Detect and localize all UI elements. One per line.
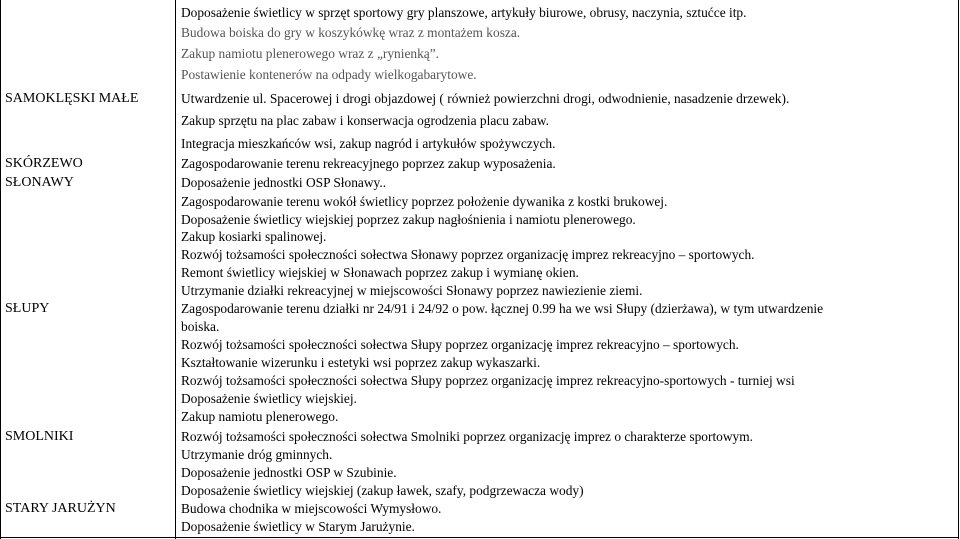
list-item: Rozwój tożsamości społeczności sołectwa Słupy poprzez organizację imprez rekreacyjno – sportowych. <box>181 337 739 352</box>
list-item: Doposażenie świetlicy wiejskiej (zakup ławek, szafy, podgrzewacza wody) <box>181 483 584 498</box>
village-name: SKÓRZEWO <box>5 156 83 171</box>
list-item: Doposażenie świetlicy wiejskiej. <box>181 391 357 406</box>
list-item: Zagospodarowanie terenu rekreacyjnego poprzez zakup wyposażenia. <box>181 156 556 171</box>
list-item: Doposażenie jednostki OSP Słonawy.. <box>181 175 387 190</box>
list-item: Integracja mieszkańców wsi, zakup nagród i artykułów spożywczych. <box>181 136 556 151</box>
list-item: Zakup sprzętu na plac zabaw i konserwacja ogrodzenia placu zabaw. <box>181 113 549 128</box>
list-item: boiska. <box>181 319 220 334</box>
list-item: Kształtowanie wizerunku i estetyki wsi poprzez zakup wykaszarki. <box>181 355 541 370</box>
list-item: Rozwój tożsamości społeczności sołectwa Smolniki poprzez organizację imprez o charakterze sportowym. <box>181 429 754 444</box>
list-item: Zakup namiotu plenerowego wraz z „rynienką”. <box>181 46 440 61</box>
list-item: Postawienie kontenerów na odpady wielkogabarytowe. <box>181 67 477 82</box>
table-border-bottom <box>0 537 959 538</box>
list-item: Rozwój tożsamości społeczności sołectwa Słupy poprzez organizację imprez rekreacyjno-sportowych - turniej wsi <box>181 373 795 388</box>
list-item: Zagospodarowanie terenu działki nr 24/91 i 24/92 o pow. łącznej 0.99 ha we wsi Słupy (dzierżawa), w tym utwardzenie <box>181 301 824 316</box>
list-item: Remont świetlicy wiejskiej w Słonawach poprzez zakup i wymianę okien. <box>181 265 579 280</box>
village-name: SŁUPY <box>5 301 50 316</box>
village-name: SMOLNIKI <box>5 429 74 444</box>
list-item: Doposażenie świetlicy w Starym Jarużynie. <box>181 519 415 534</box>
table-border-right <box>958 0 959 539</box>
list-item: Doposażenie świetlicy wiejskiej poprzez zakup nagłośnienia i namiotu plenerowego. <box>181 212 636 227</box>
list-item: Doposażenie świetlicy w sprzęt sportowy gry planszowe, artykuły biurowe, obrusy, naczynia, sztućce itp. <box>181 5 747 20</box>
list-item: Doposażenie jednostki OSP w Szubinie. <box>181 465 397 480</box>
village-name: STARY JARUŻYN <box>5 501 116 516</box>
village-name: SAMOKLĘSKI MAŁE <box>5 91 139 106</box>
list-item: Budowa boiska do gry w koszykówkę wraz z montażem kosza. <box>181 25 521 40</box>
list-item: Zakup namiotu plenerowego. <box>181 409 339 424</box>
table-border-left <box>0 0 1 539</box>
column-divider <box>175 0 176 539</box>
list-item: Zagospodarowanie terenu wokół świetlicy poprzez położenie dywanika z kostki brukowej. <box>181 194 668 209</box>
list-item: Zakup kosiarki spalinowej. <box>181 229 327 244</box>
list-item: Utrzymanie dróg gminnych. <box>181 447 333 462</box>
list-item: Budowa chodnika w miejscowości Wymysłowo. <box>181 501 442 516</box>
list-item: Utwardzenie ul. Spacerowej i drogi objazdowej ( również powierzchni drogi, odwodnienie, nasadzenie drzewek). <box>181 91 790 106</box>
list-item: Rozwój tożsamości społeczności sołectwa Słonawy poprzez organizację imprez rekreacyjno – sportowych. <box>181 247 755 262</box>
list-item: Utrzymanie działki rekreacyjnej w miejscowości Słonawy poprzez nawiezienie ziemi. <box>181 283 643 298</box>
village-name: SŁONAWY <box>5 175 74 190</box>
